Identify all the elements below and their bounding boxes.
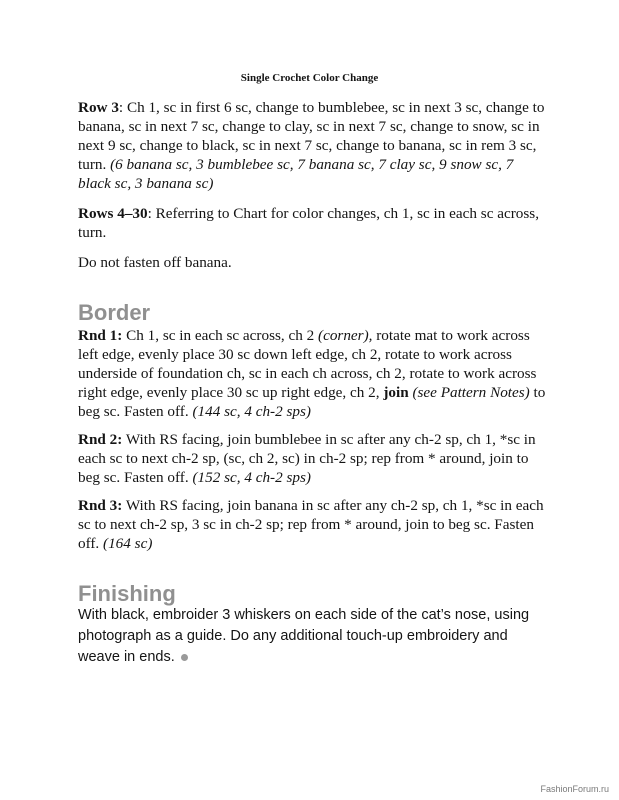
finishing-text: With black, embroider 3 whiskers on each side of the cat’s nose, using photograph as a guide. Do any additional touch-up embroidery and weave in ends.	[78, 607, 530, 665]
rows-4-30-label: Rows 4–30	[78, 205, 148, 222]
rnd-2-text: With RS facing, join bumblebee in sc after any ch-2 sp, ch 1, *sc in each sc to next ch-2 sp, (sc, ch 2, sc) in ch-2 sp; rep from * around, join to beg sc. Fasten off.	[78, 431, 536, 486]
rnd-1-text-b: rotate mat to work across left edge, evenly place 30 sc down left edge, ch 2, rotate to work across underside of foundation ch, sc in each ch across, ch 2, rotate to work across right edge, evenly place 30 sc up right edge, ch 2,	[78, 327, 537, 401]
rnd-3-label: Rnd 3:	[78, 497, 123, 514]
page-header: Single Crochet Color Change	[240, 72, 379, 84]
finishing-paragraph	[78, 605, 553, 668]
rnd-1-join: join	[383, 384, 409, 401]
rnd-1-text-c: to beg sc. Fasten off.	[78, 384, 546, 420]
row-3-paragraph	[78, 98, 548, 193]
watermark: FashionForum.ru	[540, 784, 609, 794]
rows-4-30-text: : Referring to Chart for color changes, ch 1, sc in each sc across, turn.	[78, 205, 539, 241]
row-3-label: Row 3	[78, 99, 119, 116]
rnd-1-paragraph	[78, 326, 548, 421]
end-bullet-icon	[181, 654, 188, 661]
rnd-1-see-notes: (see Pattern Notes)	[408, 384, 530, 401]
rnd-2-stitch-count: (152 sc, 4 ch-2 sps)	[192, 469, 311, 486]
rnd-1-text-a: Ch 1, sc in each sc across, ch 2	[122, 327, 319, 344]
finishing-heading: Finishing	[78, 581, 176, 606]
rnd-2-paragraph	[78, 430, 548, 487]
border-heading: Border	[78, 300, 151, 325]
rnd-2-label: Rnd 2:	[78, 431, 123, 448]
row-3-stitch-count: (6 banana sc, 3 bumblebee sc, 7 banana sc, 7 clay sc, 9 snow sc, 7 black sc, 3 banana sc)	[78, 156, 514, 192]
row-3-text: : Ch 1, sc in first 6 sc, change to bumblebee, sc in next 3 sc, change to banana, sc in next 7 sc, change to clay, sc in next 7 sc, change to snow, sc in next 9 sc, change to black, sc in next 7 sc, change to banana, sc in rem 3 sc, turn.	[78, 99, 545, 173]
rnd-1-corner: (corner),	[318, 327, 373, 344]
fasten-note: Do not fasten off banana.	[78, 254, 232, 271]
rnd-3-paragraph	[78, 496, 548, 553]
rnd-3-text: With RS facing, join banana in sc after any ch-2 sp, ch 1, *sc in each sc to next ch-2 sp, 3 sc in ch-2 sp; rep from * around, join to beg sc. Fasten off.	[78, 497, 544, 552]
rnd-1-stitch-count: (144 sc, 4 ch-2 sps)	[192, 403, 311, 420]
rnd-3-stitch-count: (164 sc)	[103, 535, 153, 552]
rnd-1-label: Rnd 1:	[78, 327, 123, 344]
rows-4-30-paragraph	[78, 204, 548, 242]
